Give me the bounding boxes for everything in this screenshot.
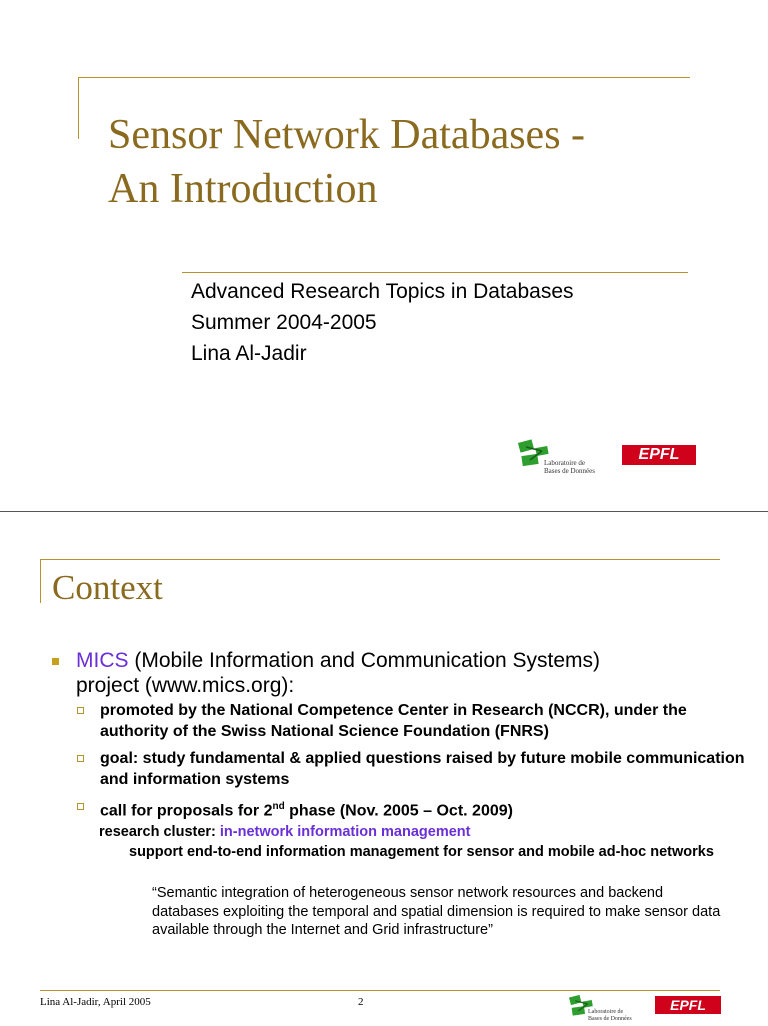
lbd-logo-footer (566, 993, 656, 1023)
call-suffix: phase (Nov. 2005 – Oct. 2009) (284, 802, 513, 820)
slide1-title-line2: An Introduction (108, 166, 378, 212)
footer-rule (40, 990, 720, 991)
slide-divider (0, 511, 768, 512)
slide2-title: Context (52, 568, 163, 607)
hollow-square-icon (77, 707, 84, 714)
slide1-top-rule (78, 77, 690, 78)
research-cluster (99, 823, 470, 842)
quote-text: “Semantic integration of heterogeneous sensor network resources and backend databases exploiting the temporal and spatial dimension is required to make sensor data available through the Internet and Grid infrastructure” (152, 885, 721, 938)
lbd-logo-line2: Bases de Données (544, 467, 595, 475)
hollow-square-icon (77, 803, 84, 810)
list-item (77, 700, 757, 742)
mics-desc-line2: project (www.mics.org): (76, 674, 295, 697)
slide1-subtitle (191, 276, 574, 369)
call-sup: nd (272, 801, 285, 812)
slide1-left-rule (78, 77, 79, 139)
mics-bullet (52, 648, 752, 698)
bullet-square-icon (52, 658, 59, 665)
list-item (77, 796, 757, 821)
page-number: 2 (358, 996, 364, 1008)
subtitle-term: Summer 2004-2005 (191, 311, 377, 334)
mics-desc-line1: (Mobile Information and Communication Systems) (128, 649, 601, 672)
lbd-logo-footer-line1: Laboratoire de (588, 1009, 624, 1015)
subtitle-author: Lina Al-Jadir (191, 342, 307, 365)
hollow-square-icon (77, 755, 84, 762)
lbd-logo-footer-line2: Bases de Données (588, 1016, 632, 1022)
lbd-logo-line1: Laboratoire de (544, 459, 586, 467)
slide2-left-rule (40, 559, 41, 603)
mics-sub-list (77, 700, 757, 827)
epfl-logo-footer: EPFL (655, 996, 721, 1014)
epfl-logo: EPFL (622, 445, 696, 465)
call-prefix: call for proposals for 2 (100, 802, 273, 820)
support-text: support end-to-end information management for sensor and mobile ad-hoc networks (129, 844, 714, 860)
slide2-top-rule (40, 559, 720, 560)
cluster-value: in-network information management (219, 824, 471, 840)
slide1-subtitle-rule (182, 272, 688, 273)
cluster-label: research cluster: (99, 824, 220, 840)
sub-item-text: goal: study fundamental & applied questions raised by future mobile communication and information systems (100, 750, 745, 788)
lbd-logo (516, 437, 620, 477)
mics-label: MICS (76, 649, 129, 672)
slide1-title-line1: Sensor Network Databases - (108, 112, 586, 158)
slide1-title (108, 108, 728, 216)
footer-author: Lina Al-Jadir, April 2005 (40, 996, 151, 1008)
subtitle-course: Advanced Research Topics in Databases (191, 280, 574, 303)
list-item (77, 748, 757, 790)
sub-item-text: promoted by the National Competence Center in Research (NCCR), under the authority of the Swiss National Science Foundation (FNRS) (100, 702, 687, 740)
